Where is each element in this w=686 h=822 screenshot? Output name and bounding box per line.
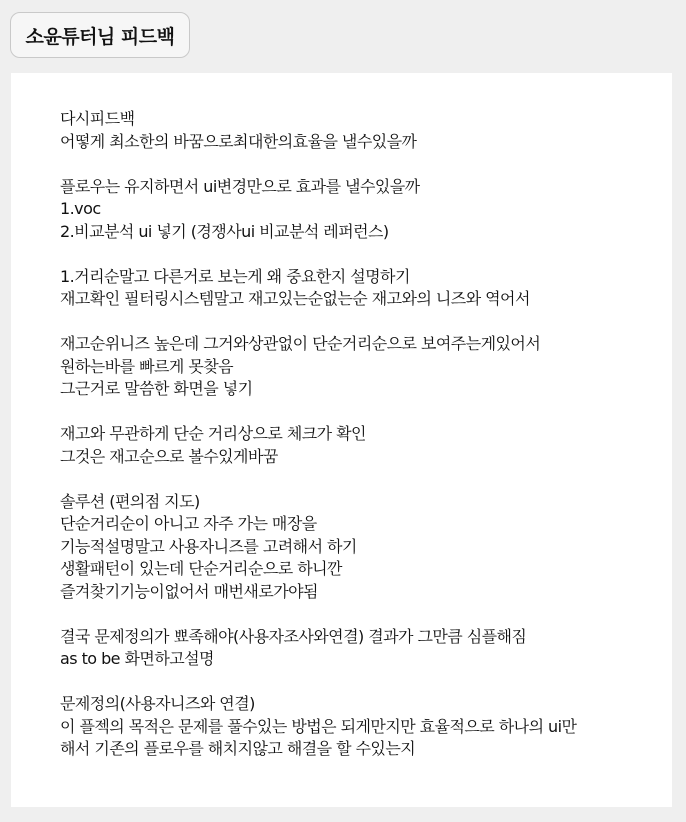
feedback-line: 해서 기존의 플로우를 해치지않고 해결을 할 수있는지 <box>60 739 416 758</box>
feedback-line: 2.비교분석 ui 넣기 (경쟁사ui 비교분석 레퍼런스) <box>60 221 389 241</box>
feedback-line: 이 플젝의 목적은 문제를 풀수있는 방법은 되게만지만 효율적으로 하나의 ui만 <box>60 716 577 736</box>
feedback-line: 생활패턴이 있는데 단순거리순으로 하니깐 <box>60 559 342 578</box>
feedback-line: 재고와 무관하게 단순 거리상으로 체크가 확인 <box>60 424 366 443</box>
feedback-line: 기능적설명말고 사용자니즈를 고려해서 하기 <box>60 536 357 556</box>
feedback-line: 그근거로 말씀한 화면을 넣기 <box>60 379 253 398</box>
feedback-line: 즐겨찾기기능이없어서 매번새로가야됨 <box>60 581 318 601</box>
feedback-paragraph <box>60 176 672 244</box>
feedback-line: 그것은 재고순으로 볼수있게바꿈 <box>60 446 278 466</box>
feedback-line: 문제정의(사용자니즈와 연결) <box>60 694 255 713</box>
feedback-line: 솔루션 (편의점 지도) <box>60 491 200 511</box>
feedback-paragraph <box>60 693 672 761</box>
feedback-line: 단순거리순이 아니고 자주 가는 매장을 <box>60 514 317 533</box>
feedback-line: 재고확인 필터링시스템말고 재고있는순없는순 재고와의 니즈와 역어서 <box>60 289 530 308</box>
feedback-line: 플로우는 유지하면서 ui변경만으로 효과를 낼수있을까 <box>60 176 420 196</box>
feedback-paragraph <box>60 108 672 153</box>
feedback-paragraph <box>60 423 672 468</box>
feedback-paragraph <box>60 626 672 671</box>
feedback-paragraph <box>60 333 672 401</box>
feedback-line: 다시피드백 <box>60 109 135 128</box>
feedback-line: 어떻게 최소한의 바꿈으로최대한의효율을 낼수있을까 <box>60 131 417 151</box>
feedback-line: 결국 문제정의가 뾰족해야(사용자조사와연결) 결과가 그만큼 심플해짐 <box>60 626 527 646</box>
feedback-line: as to be 화면하고설명 <box>60 649 214 668</box>
feedback-line: 1.거리순말고 다른거로 보는게 왜 중요한지 설명하기 <box>60 266 410 286</box>
page-title-tab[interactable] <box>10 12 190 58</box>
feedback-line: 원하는바를 빠르게 못찾음 <box>60 356 234 376</box>
feedback-line: 1.voc <box>60 199 101 218</box>
feedback-paragraph <box>60 491 672 604</box>
page-title: 소윤튜터님 피드백 <box>25 25 175 48</box>
feedback-line: 재고순위니즈 높은데 그거와상관없이 단순거리순으로 보여주는게있어서 <box>60 334 541 353</box>
feedback-paragraph <box>60 266 672 311</box>
feedback-content-card <box>11 73 672 807</box>
